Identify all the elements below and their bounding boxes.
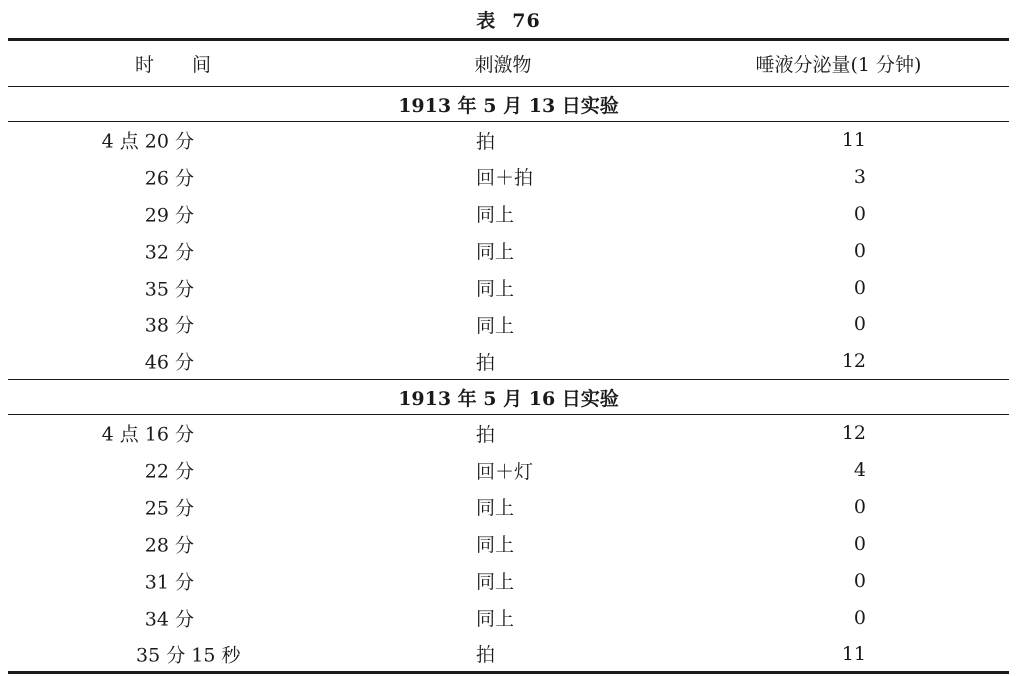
time-value: 4 点 16 分 <box>101 423 194 446</box>
time-cell <box>8 122 338 159</box>
saliva-value: 11 <box>841 129 866 152</box>
saliva-cell <box>668 452 1009 489</box>
saliva-cell <box>668 525 1009 562</box>
saliva-cell <box>668 562 1009 599</box>
saliva-value: 0 <box>853 532 866 555</box>
saliva-value: 4 <box>853 459 866 482</box>
saliva-cell <box>668 415 1009 452</box>
time-cell <box>8 343 338 380</box>
saliva-value: 0 <box>853 569 866 592</box>
header-time: 时 间 <box>8 40 338 87</box>
saliva-value: 12 <box>841 350 866 373</box>
saliva-value: 0 <box>853 606 866 629</box>
time-cell <box>8 525 338 562</box>
section-title: 1913 年 5 月 16 日实验 <box>8 380 1009 415</box>
table-row <box>8 269 1009 306</box>
time-value: 34 分 <box>144 608 194 631</box>
table-row <box>8 636 1009 673</box>
table-row <box>8 562 1009 599</box>
table-caption <box>0 6 1017 33</box>
time-cell <box>8 269 338 306</box>
time-cell <box>8 415 338 452</box>
time-cell <box>8 232 338 269</box>
table-row <box>8 343 1009 380</box>
time-value: 32 分 <box>144 241 194 264</box>
time-value: 22 分 <box>144 460 194 483</box>
stimulus-cell: 拍 <box>476 130 496 153</box>
stimulus-cell: 同上 <box>476 314 515 337</box>
time-cell <box>8 306 338 343</box>
saliva-cell <box>668 195 1009 232</box>
table-row <box>8 415 1009 452</box>
time-value: 29 分 <box>144 204 194 227</box>
time-value: 35 分 <box>144 278 194 300</box>
time-cell <box>8 562 338 599</box>
time-cell <box>8 195 338 232</box>
header-saliva: 唾液分泌量(1 分钟) <box>668 40 1009 87</box>
stimulus-cell: 同上 <box>476 497 515 520</box>
header-row <box>8 40 1009 87</box>
time-value: 35 分 15 秒 <box>136 644 241 667</box>
time-cell <box>8 452 338 489</box>
time-cell <box>8 158 338 195</box>
saliva-value: 0 <box>853 313 866 336</box>
stimulus-cell: 同上 <box>476 241 515 264</box>
stimulus-cell: 拍 <box>338 636 668 673</box>
time-value: 31 分 <box>144 571 194 594</box>
saliva-cell <box>668 158 1009 195</box>
table-row <box>8 306 1009 343</box>
time-cell <box>8 489 338 526</box>
time-cell <box>8 636 338 673</box>
time-value: 26 分 <box>144 167 194 190</box>
stimulus-cell: 同上 <box>476 204 515 227</box>
table-row <box>8 452 1009 489</box>
table-row <box>8 158 1009 195</box>
time-value: 28 分 <box>144 534 194 557</box>
saliva-value: 11 <box>841 642 866 665</box>
table-body <box>8 87 1009 673</box>
saliva-value: 12 <box>841 422 866 445</box>
time-value: 46 分 <box>144 351 194 374</box>
stimulus-cell: 同上 <box>476 278 515 300</box>
table-row <box>8 489 1009 526</box>
time-value: 25 分 <box>144 497 194 520</box>
stimulus-cell: 回＋拍 <box>476 167 534 190</box>
table-caption-number: 76 <box>512 10 541 32</box>
table-row <box>8 525 1009 562</box>
saliva-cell <box>668 343 1009 380</box>
saliva-cell <box>668 599 1009 636</box>
table-row <box>8 599 1009 636</box>
saliva-value: 0 <box>853 202 866 225</box>
stimulus-cell: 回＋灯 <box>476 460 534 483</box>
table-caption-label: 表 <box>476 10 497 32</box>
saliva-value: 0 <box>853 239 866 262</box>
saliva-value: 0 <box>853 276 866 299</box>
header-stimulus: 刺激物 <box>338 40 668 87</box>
saliva-cell <box>668 122 1009 159</box>
saliva-cell <box>668 636 1009 673</box>
table-row <box>8 195 1009 232</box>
stimulus-cell: 同上 <box>476 571 515 594</box>
table-row <box>8 122 1009 159</box>
saliva-value: 3 <box>853 165 866 188</box>
saliva-cell <box>668 306 1009 343</box>
time-value: 38 分 <box>144 314 194 337</box>
stimulus-cell: 同上 <box>476 608 515 631</box>
section-title: 1913 年 5 月 13 日实验 <box>8 87 1009 122</box>
saliva-cell <box>668 232 1009 269</box>
saliva-cell <box>668 489 1009 526</box>
saliva-cell <box>668 269 1009 306</box>
stimulus-cell: 拍 <box>476 351 496 374</box>
time-cell <box>8 599 338 636</box>
stimulus-cell: 同上 <box>476 534 515 557</box>
data-table <box>8 38 1009 674</box>
time-value: 4 点 20 分 <box>101 130 194 153</box>
section-title-row <box>8 87 1009 122</box>
saliva-value: 0 <box>853 495 866 518</box>
section-title-row <box>8 380 1009 415</box>
table-row <box>8 232 1009 269</box>
stimulus-cell: 拍 <box>476 423 496 446</box>
